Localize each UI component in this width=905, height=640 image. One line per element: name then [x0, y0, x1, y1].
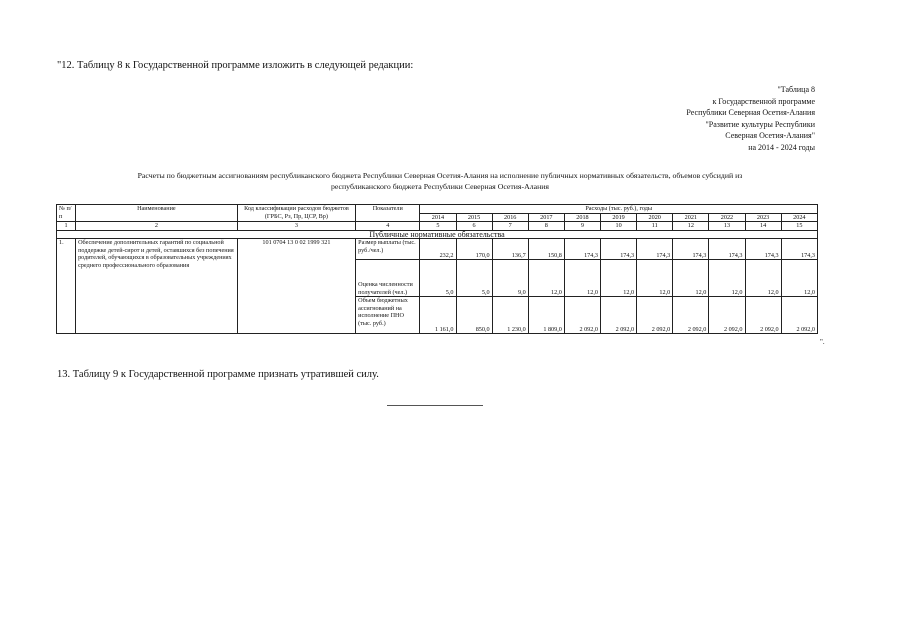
- value-cell: 12,0: [781, 260, 817, 297]
- year-cell: 2017: [528, 213, 564, 222]
- row-num: 1.: [57, 239, 76, 334]
- attachment-line: Северная Осетия-Алания": [725, 131, 815, 140]
- colnum-cell: 1: [57, 222, 76, 231]
- paragraph-12: "12. Таблицу 8 к Государственной программе изложить в следующей редакции:: [57, 60, 414, 71]
- attachment-line: на 2014 - 2024 годы: [748, 142, 815, 152]
- value-cell: 5,0: [420, 260, 456, 297]
- value-cell: 174,3: [673, 239, 709, 260]
- column-numbers-row: [57, 222, 818, 231]
- table-row: [57, 239, 818, 260]
- separator-line: [387, 405, 483, 406]
- colnum-cell: 2: [76, 222, 238, 231]
- year-cell: 2024: [781, 213, 817, 222]
- value-cell: 2 092,0: [673, 297, 709, 334]
- colnum-cell: 11: [637, 222, 673, 231]
- value-cell: 12,0: [745, 260, 781, 297]
- header-code: Код классификации расходов бюджетов (ГРБС, Рз, Пр, ЦСР, Вр): [237, 205, 355, 222]
- year-cell: 2018: [564, 213, 600, 222]
- colnum-cell: 7: [492, 222, 528, 231]
- attachment-line: Республики Северная Осетия-Алания: [686, 108, 815, 117]
- year-cell: 2015: [456, 213, 492, 222]
- value-cell: 232,2: [420, 239, 456, 260]
- value-cell: 12,0: [637, 260, 673, 297]
- value-cell: 12,0: [564, 260, 600, 297]
- value-cell: 850,0: [456, 297, 492, 334]
- table-title-line: Расчеты по бюджетным ассигнованиям республиканского бюджета Республики Северная Осетия-Алания на исполнение публичных нормативных обязательств, объемов субсидий из: [137, 171, 743, 180]
- value-cell: 5,0: [456, 260, 492, 297]
- budget-table: [56, 204, 818, 334]
- value-cell: 2 092,0: [709, 297, 745, 334]
- section-row: [57, 230, 818, 239]
- year-cell: 2023: [745, 213, 781, 222]
- value-cell: 2 092,0: [601, 297, 637, 334]
- paragraph-13: 13. Таблицу 9 к Государственной программе признать утратившей силу.: [57, 369, 379, 380]
- attachment-label: [686, 84, 815, 153]
- attachment-line: "Развитие культуры Республики: [705, 119, 815, 129]
- year-cell: 2021: [673, 213, 709, 222]
- table-title: [55, 170, 825, 192]
- value-cell: 174,3: [745, 239, 781, 260]
- value-cell: 1 809,0: [528, 297, 564, 334]
- colnum-cell: 14: [745, 222, 781, 231]
- header-row: [57, 205, 818, 214]
- year-cell: 2020: [637, 213, 673, 222]
- value-cell: 12,0: [601, 260, 637, 297]
- colnum-cell: 8: [528, 222, 564, 231]
- value-cell: 12,0: [673, 260, 709, 297]
- value-cell: 1 161,0: [420, 297, 456, 334]
- value-cell: 2 092,0: [637, 297, 673, 334]
- row-name: Обеспечение дополнительных гарантий по социальной поддержке детей-сирот и детей, оставшихся без попечения родителей, обучающихся в образовательных учреждениях среднего профессионального образования: [76, 239, 238, 334]
- header-num: № п/п: [57, 205, 76, 222]
- year-cell: 2014: [420, 213, 456, 222]
- value-cell: 136,7: [492, 239, 528, 260]
- colnum-cell: 3: [237, 222, 355, 231]
- colnum-cell: 5: [420, 222, 456, 231]
- value-cell: 174,3: [601, 239, 637, 260]
- value-cell: 9,0: [492, 260, 528, 297]
- year-cell: 2016: [492, 213, 528, 222]
- attachment-line: к Государственной программе: [712, 96, 815, 106]
- value-cell: 12,0: [709, 260, 745, 297]
- row-code: 101 0704 13 0 02 1999 321: [237, 239, 355, 334]
- value-cell: 174,3: [709, 239, 745, 260]
- colnum-cell: 12: [673, 222, 709, 231]
- header-expenses: Расходы (тыс. руб.), годы: [420, 205, 818, 214]
- colnum-cell: 9: [564, 222, 600, 231]
- value-cell: 174,3: [637, 239, 673, 260]
- indicator-label: Размер выплаты (тыс. руб./чел.): [356, 239, 420, 260]
- value-cell: 2 092,0: [745, 297, 781, 334]
- indicator-label: Оценка численности получателей (чел.): [356, 260, 420, 297]
- colnum-cell: 4: [356, 222, 420, 231]
- value-cell: 2 092,0: [781, 297, 817, 334]
- indicator-label: Объем бюджетных ассигнований на исполнение ПНО (тыс. руб.): [356, 297, 420, 334]
- section-title: Публичные нормативные обязательства: [57, 230, 818, 239]
- value-cell: 1 230,0: [492, 297, 528, 334]
- value-cell: 174,3: [781, 239, 817, 260]
- value-cell: 2 092,0: [564, 297, 600, 334]
- attachment-line: "Таблица 8: [777, 85, 815, 94]
- value-cell: 150,8: [528, 239, 564, 260]
- value-cell: 170,0: [456, 239, 492, 260]
- header-indicator: Показатели: [356, 205, 420, 222]
- table-title-line: республиканского бюджета Республики Северная Осетия-Алания: [330, 182, 550, 191]
- colnum-cell: 6: [456, 222, 492, 231]
- value-cell: 174,3: [564, 239, 600, 260]
- colnum-cell: 10: [601, 222, 637, 231]
- colnum-cell: 15: [781, 222, 817, 231]
- header-name: Наименование: [76, 205, 238, 222]
- colnum-cell: 13: [709, 222, 745, 231]
- year-cell: 2019: [601, 213, 637, 222]
- value-cell: 12,0: [528, 260, 564, 297]
- year-cell: 2022: [709, 213, 745, 222]
- closing-quote: ".: [820, 338, 825, 346]
